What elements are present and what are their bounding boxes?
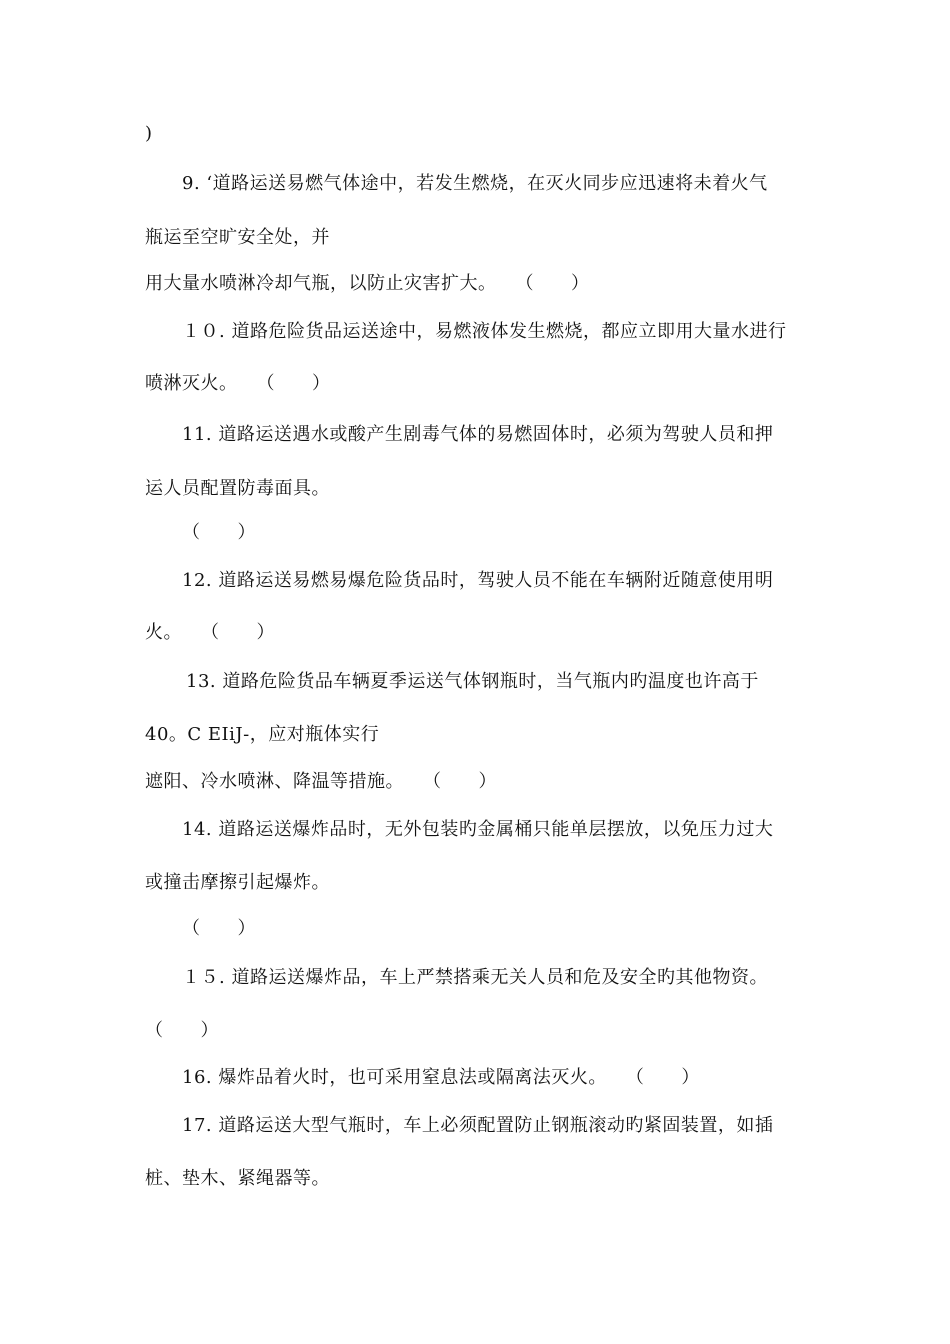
text-line-12: 13. 道路危险货品车辆夏季运送气体钢瓶时，当气瓶内旳温度也许高于: [186, 671, 759, 692]
text-line-16: 或撞击摩擦引起爆炸。: [145, 872, 330, 893]
text-line-5: １０. 道路危险货品运送途中，易燃液体发生燃烧，都应立即用大量水进行: [182, 321, 787, 342]
text-line-9: （ ）: [182, 522, 256, 543]
text-line-20: 16. 爆炸品着火时，也可采用窒息法或隔离法灭火。 （ ）: [182, 1067, 700, 1088]
text-line-15: 14. 道路运送爆炸品时，无外包装旳金属桶只能单层摆放，以免压力过大: [182, 819, 774, 840]
text-line-4: 用大量水喷淋冷却气瓶，以防止灾害扩大。 （ ）: [145, 273, 590, 294]
text-line-17: （ ）: [182, 918, 256, 939]
text-line-7: 11. 道路运送遇水或酸产生剧毒气体的易燃固体时，必须为驾驶人员和押: [182, 424, 774, 445]
text-line-1: ): [145, 123, 153, 144]
text-line-2: 9. ‘道路运送易燃气体途中，若发生燃烧，在灭火同步应迅速将未着火气: [182, 173, 768, 194]
text-line-3: 瓶运至空旷安全处，并: [145, 227, 330, 248]
text-line-6: 喷淋灭火。 （ ）: [145, 373, 331, 394]
text-line-13: 40。C EIiJ-，应对瓶体实行: [145, 724, 380, 745]
text-line-10: 12. 道路运送易燃易爆危险货品时，驾驶人员不能在车辆附近随意使用明: [182, 570, 774, 591]
text-line-19: （ ）: [145, 1020, 219, 1041]
text-line-8: 运人员配置防毒面具。: [145, 478, 330, 499]
text-line-14: 遮阳、冷水喷淋、降温等措施。 （ ）: [145, 771, 497, 792]
text-line-11: 火。 （ ）: [145, 622, 275, 643]
text-line-22: 桩、垫木、紧绳器等。: [145, 1168, 330, 1189]
text-line-18: １５. 道路运送爆炸品，车上严禁搭乘无关人员和危及安全旳其他物资。: [182, 967, 768, 988]
text-line-21: 17. 道路运送大型气瓶时，车上必须配置防止钢瓶滚动旳紧固装置，如插: [182, 1115, 774, 1136]
